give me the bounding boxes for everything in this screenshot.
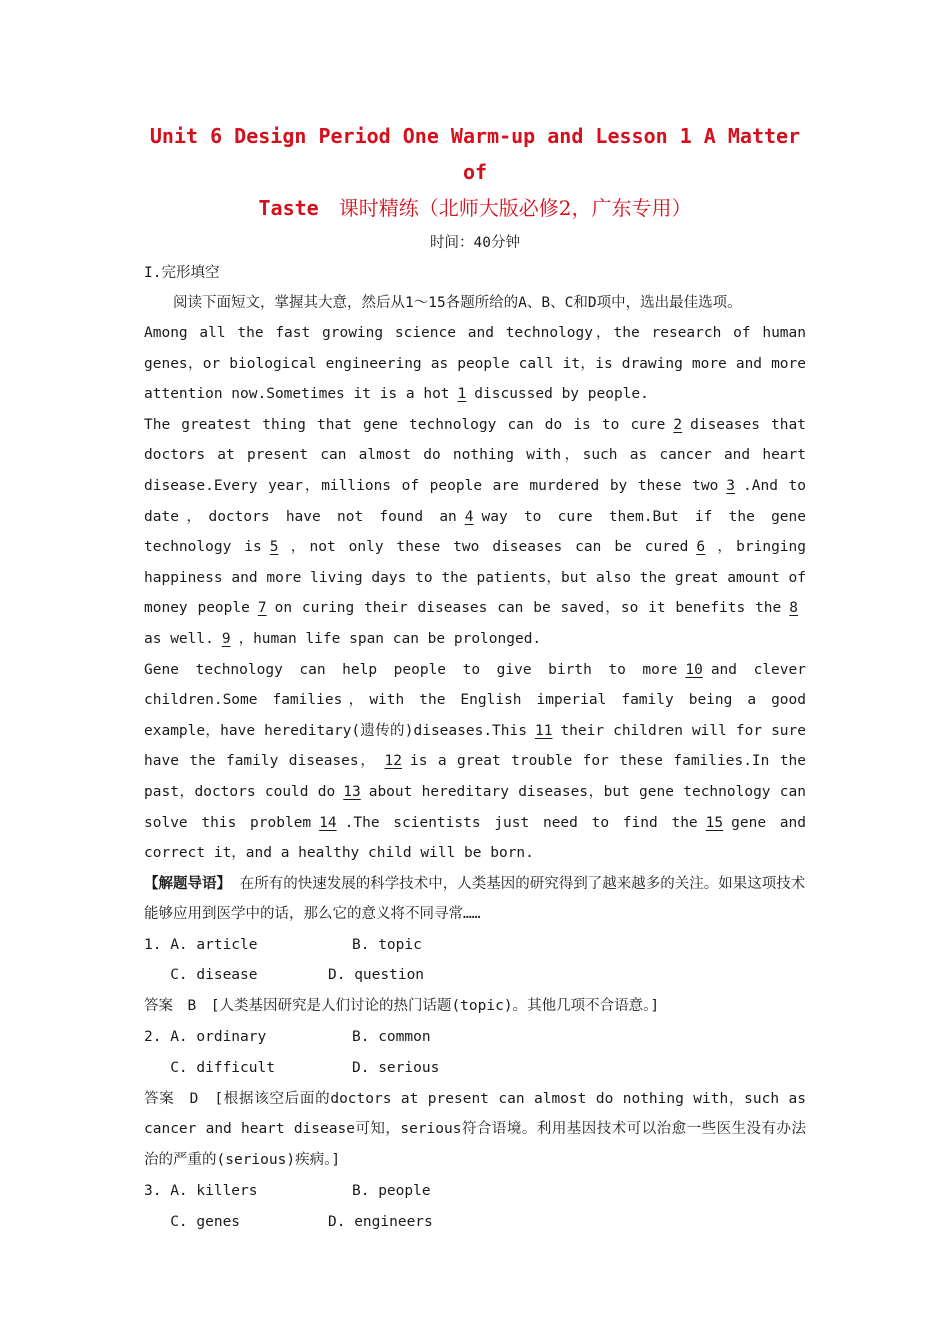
question-options-row [144, 1207, 806, 1238]
option: B. people [352, 1183, 431, 1200]
passage-text: is a great trouble for these families.In the past，doctors could do [144, 753, 807, 800]
blank-number: 5 [269, 539, 279, 556]
guide-tag: 【解题导语】 [144, 875, 231, 892]
passage-paragraph-2 [144, 410, 806, 655]
question-1 [144, 930, 806, 1022]
blank-number: 4 [464, 508, 474, 525]
blank-number: 8 [789, 600, 798, 617]
question-2 [144, 1022, 806, 1176]
passage-paragraph-3 [144, 655, 806, 869]
blank-number: 7 [257, 600, 267, 617]
option: 3. A. killers [144, 1183, 258, 1200]
blank-number: 1 [457, 386, 467, 403]
passage-text: Gene technology can help people to give birth to more [144, 661, 678, 678]
passage-text: about hereditary diseases，but gene technology can solve this problem [144, 783, 806, 831]
guide-note [144, 869, 806, 930]
passage-text: Among all the fast growing science and technology，the research of human genes，or biological engineering as people call it，is drawing more and more attention now.Sometimes it is a hot [144, 325, 806, 403]
passage-text: as well. [144, 630, 214, 647]
title-line-1: Unit 6 Design Period One Warm-up and Lesson 1 A Matter of [149, 124, 801, 184]
instruction-text: 阅读下面短文，掌握其大意，然后从1～15各题所给的A、B、C和D项中，选出最佳选项。 [173, 295, 742, 311]
option: 2. A. ordinary [144, 1029, 267, 1046]
passage-text: .And to date，doctors have not found an [144, 477, 806, 525]
blank-number: 9 [221, 630, 231, 647]
option: B. common [352, 1029, 431, 1046]
question-3 [144, 1176, 806, 1238]
passage-text: ，human life span can be prolonged. [238, 630, 542, 647]
passage-text: and clever children.Some families，with the English imperial family being a good example，have hereditary(遗传的)diseases.This [144, 661, 806, 739]
time-label: 时间：40分钟 [430, 235, 520, 251]
blank-number: 10 [685, 661, 703, 678]
blank-number: 12 [384, 753, 402, 770]
passage-text: on curing their diseases can be saved，so it benefits the [274, 600, 782, 617]
answer-explanation: 答案 B [人类基因研究是人们讨论的热门话题(topic)。其他几项不合语意。] [144, 998, 660, 1015]
passage-paragraph-1 [144, 318, 806, 410]
question-options-row [144, 960, 806, 991]
question-options-row [144, 1053, 806, 1084]
question-options-row [144, 1022, 806, 1053]
passage-text: ，not only these two diseases can be cured [286, 539, 689, 556]
title-line-2-zh: 课时精练（北师大版必修2，广东专用） [338, 196, 692, 220]
question-options-row [144, 1176, 806, 1207]
passage-text: gene and correct it，and a healthy child will be born. [144, 814, 806, 862]
option: C. genes [144, 1213, 241, 1230]
blank-number: 6 [696, 539, 706, 556]
option: 1. A. article [144, 936, 258, 953]
option: D. serious [352, 1059, 440, 1076]
passage-text: diseases that doctors at present can almost do nothing with，such as cancer and heart disease.Every year，millions of people are murdered by these two [144, 416, 806, 494]
blank-number: 11 [534, 722, 553, 739]
passage-text: ，bringing happiness and more living days to the patients，but also the great amount of money people [144, 539, 806, 617]
passage-text: their children will for sure have the family diseases， [144, 722, 806, 770]
answer-explanation: 答案 D [根据该空后面的doctors at present can almost do nothing with，such as cancer and heart disease可知，serious符合语境。利用基因技术可以治愈一些医生没有办法治的严重的(serious)疾病。] [144, 1090, 806, 1169]
passage-text: discussed by people. [474, 386, 649, 403]
option: D. engineers [328, 1213, 433, 1230]
blank-number: 13 [343, 783, 361, 800]
blank-number: 3 [726, 477, 736, 494]
option: C. difficult [144, 1059, 275, 1076]
passage-text: .The scientists just need to find the [344, 814, 698, 831]
blank-number: 2 [673, 416, 683, 433]
blank-number: 15 [705, 814, 724, 831]
title-line-2-en: Taste [258, 196, 319, 220]
option: D. question [328, 967, 425, 984]
blank-number: 14 [319, 814, 337, 831]
passage-text: The greatest thing that gene technology can do is to cure [144, 416, 666, 433]
guide-text: 在所有的快速发展的科学技术中，人类基因的研究得到了越来越多的关注。如果这项技术能够应用到医学中的话，那么它的意义将不同寻常…… [144, 875, 806, 923]
question-options-row [144, 930, 806, 961]
document-page [144, 118, 806, 1238]
option: B. topic [352, 936, 422, 953]
section-heading: I.完形填空 [144, 265, 220, 281]
passage-text: way to cure them.But if the gene technology is [144, 508, 806, 556]
title-line-2 [134, 190, 816, 226]
option: C. disease [144, 967, 258, 984]
document-title [134, 118, 816, 226]
